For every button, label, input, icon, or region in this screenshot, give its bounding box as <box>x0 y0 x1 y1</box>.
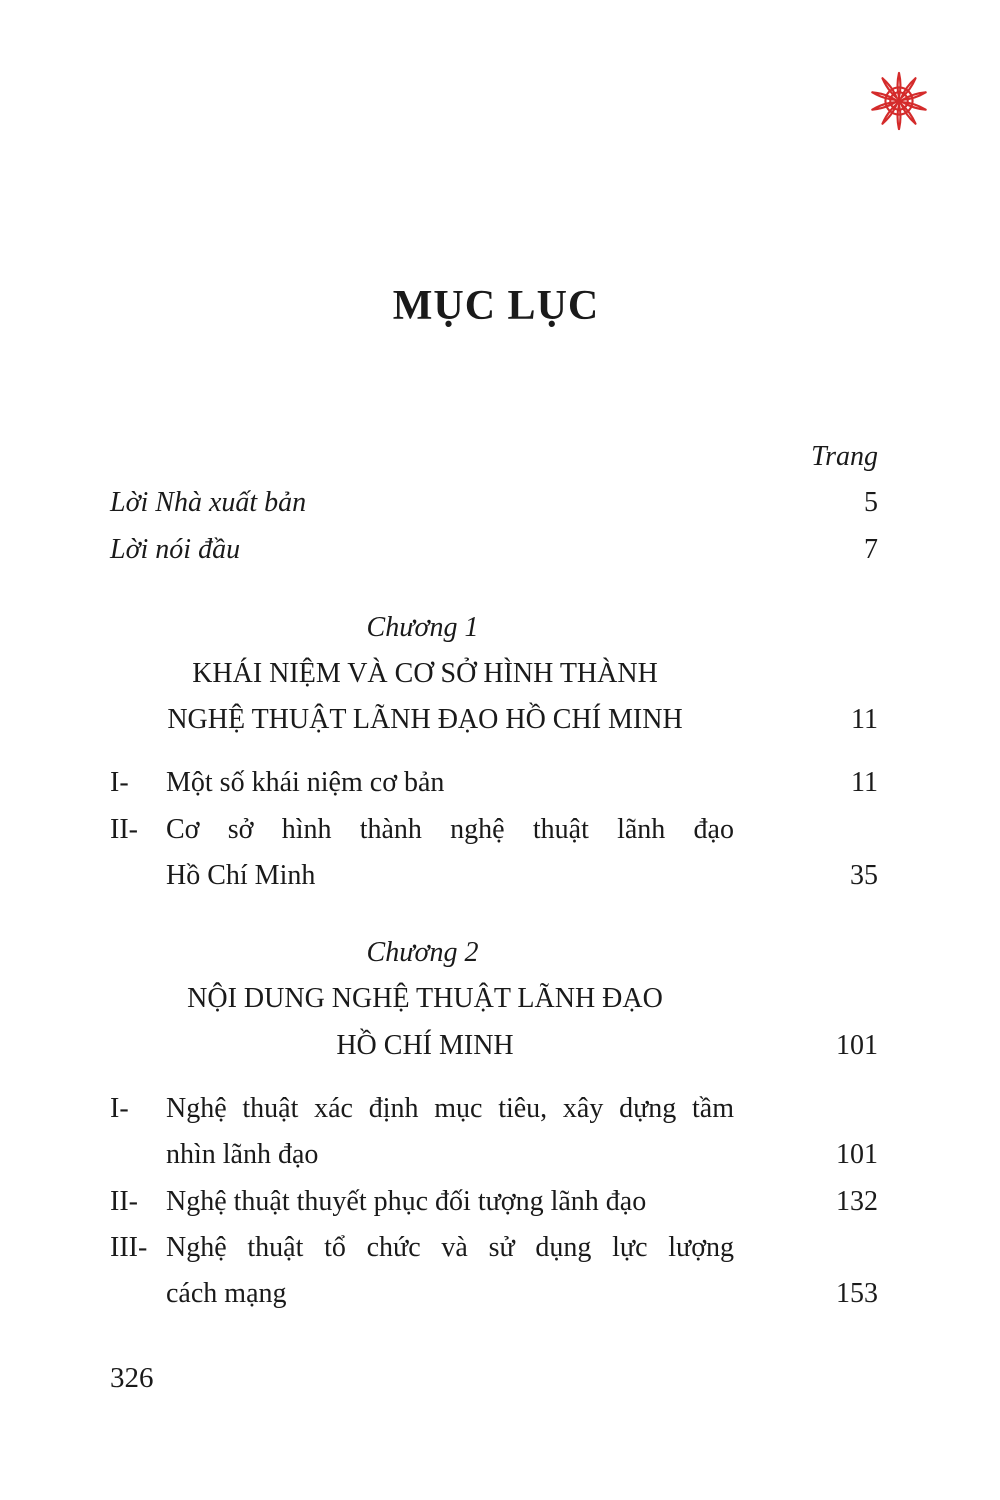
section-title: Nghệ thuật xác định mục tiêu, xây dựng tầm <box>166 1093 734 1124</box>
chapter-label: Chương 2 <box>366 937 479 968</box>
section-page: 35 <box>850 860 878 891</box>
chapter-page: 11 <box>851 704 878 735</box>
chapter-heading-line: KHÁI NIỆM VÀ CƠ SỞ HÌNH THÀNH <box>192 658 658 689</box>
page-title: MỤC LỤC <box>392 283 600 329</box>
toc-entry-label: Lời nói đầu <box>110 534 241 565</box>
section-number: I- <box>110 767 129 798</box>
section-number: II- <box>110 814 138 845</box>
section-page: 101 <box>836 1139 878 1170</box>
toc-entry-page: 7 <box>864 534 878 565</box>
chapter-label: Chương 1 <box>366 612 479 643</box>
chapter-heading-line: NGHỆ THUẬT LÃNH ĐẠO HỒ CHÍ MINH <box>167 704 683 735</box>
section-title: Cơ sở hình thành nghệ thuật lãnh đạo <box>166 814 734 845</box>
section-number: I- <box>110 1093 129 1124</box>
section-page: 11 <box>851 767 878 798</box>
chapter-page: 101 <box>836 1030 878 1061</box>
page-number: 326 <box>110 1362 154 1394</box>
section-page: 153 <box>836 1278 878 1309</box>
page-column-label: Trang <box>811 441 878 472</box>
chapter-heading-line: NỘI DUNG NGHỆ THUẬT LÃNH ĐẠO <box>187 983 663 1014</box>
section-title: Một số khái niệm cơ bản <box>166 767 445 798</box>
section-title-continued: cách mạng <box>166 1278 287 1309</box>
section-page: 132 <box>836 1186 878 1217</box>
toc-entry-label: Lời Nhà xuất bản <box>110 487 307 518</box>
section-title-continued: Hồ Chí Minh <box>166 860 316 891</box>
starburst-logo-icon <box>868 70 930 132</box>
section-title: Nghệ thuật tổ chức và sử dụng lực lượng <box>166 1232 734 1263</box>
chapter-heading-line: HỒ CHÍ MINH <box>336 1030 514 1061</box>
section-title-continued: nhìn lãnh đạo <box>166 1139 319 1170</box>
section-number: II- <box>110 1186 138 1217</box>
section-number: III- <box>110 1232 148 1263</box>
toc-entry-page: 5 <box>864 487 878 518</box>
section-title: Nghệ thuật thuyết phục đối tượng lãnh đạo <box>166 1186 647 1217</box>
